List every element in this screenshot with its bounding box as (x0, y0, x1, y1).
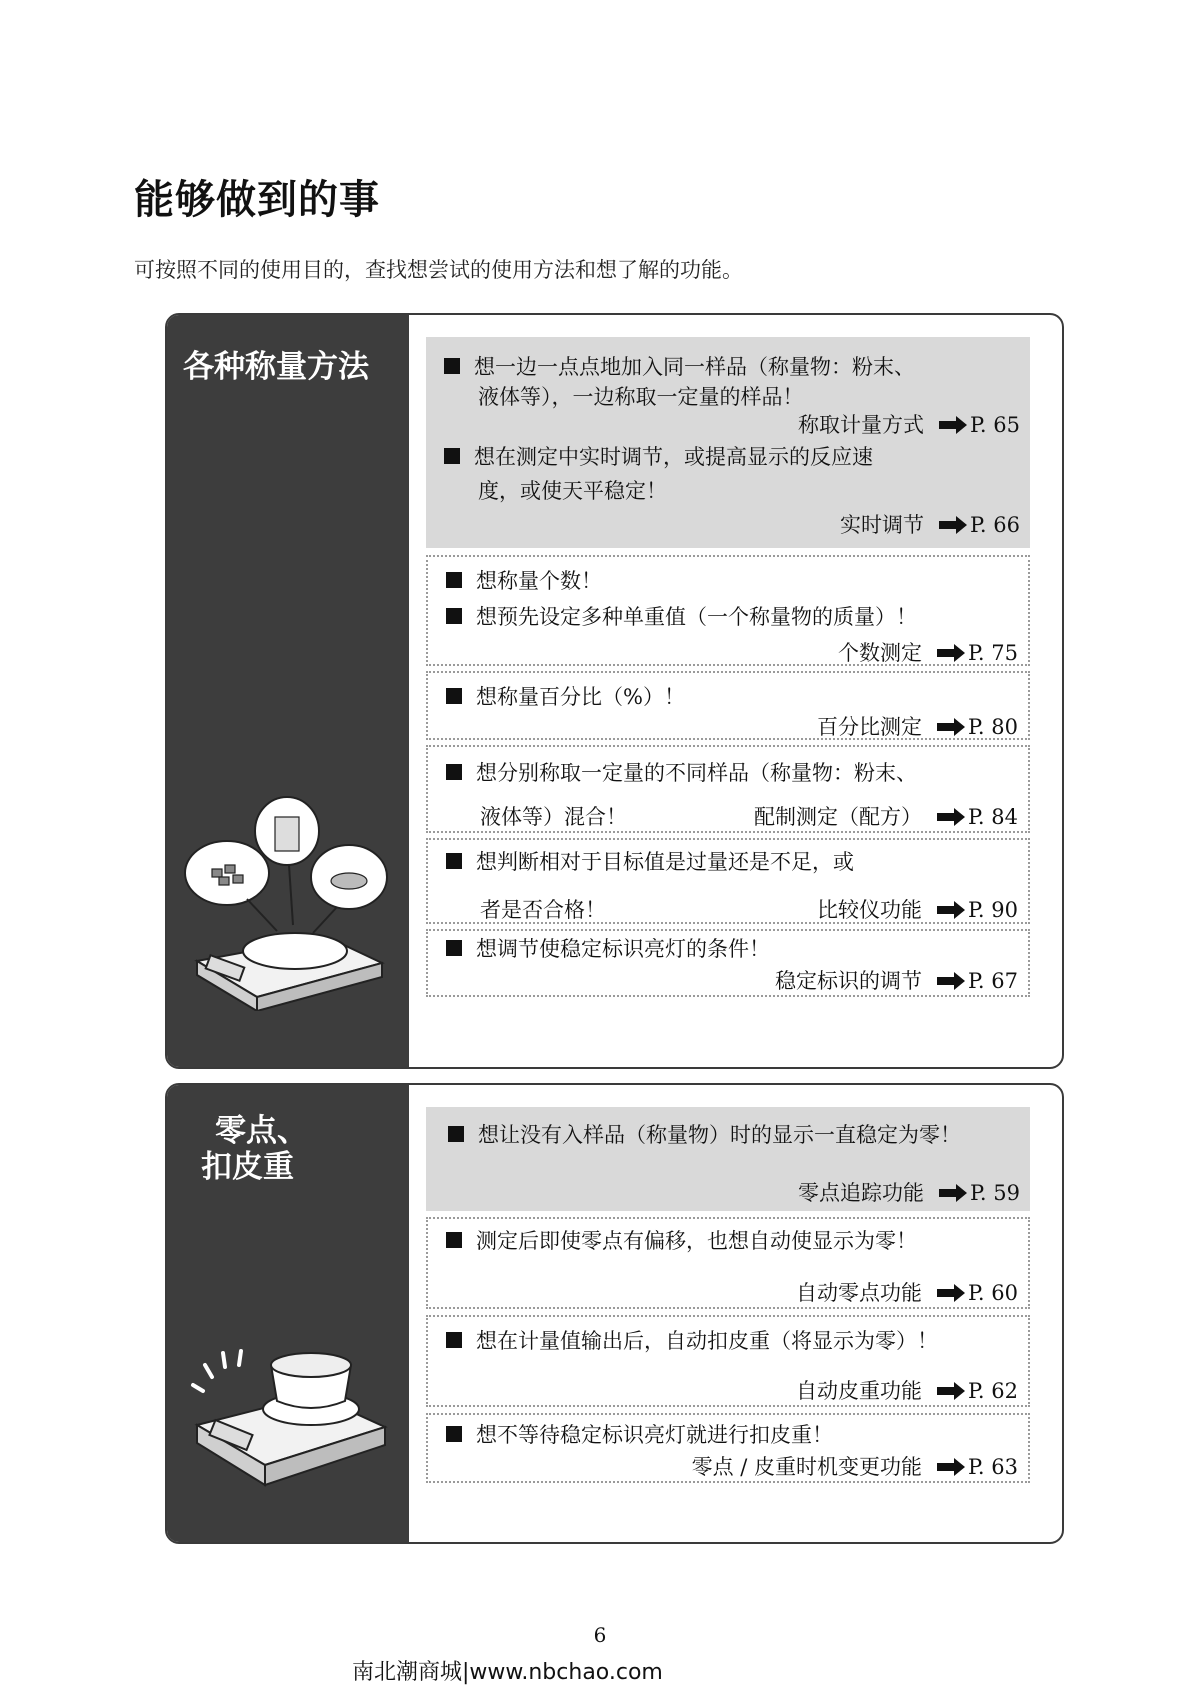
dotted-box (426, 838, 1030, 924)
page-reference-link[interactable]: 零点 / 皮重时机变更功能 P. 63 (691, 1455, 1018, 1479)
footer-watermark: 南北潮商城|www.nbchao.com (352, 1660, 663, 1685)
right-arrow-icon (938, 1184, 968, 1202)
list-item: 想预先设定多种单重值（一个称量物的质量）！ (446, 601, 917, 631)
square-bullet-icon (444, 448, 460, 464)
page-number: 6 (593, 1623, 607, 1647)
list-item: 想判断相对于目标值是过量还是不足，或 (446, 846, 854, 876)
square-bullet-icon (446, 853, 462, 869)
square-bullet-icon (446, 1426, 462, 1442)
page-reference-link[interactable]: 称取计量方式 P. 65 (798, 413, 1020, 437)
highlight-box (426, 337, 1030, 548)
list-item: 想在计量值输出后，自动扣皮重（将显示为零）！ (446, 1325, 938, 1355)
page-reference-link[interactable]: 零点追踪功能 P. 59 (798, 1181, 1020, 1205)
dotted-box (426, 1413, 1030, 1483)
right-arrow-icon (936, 972, 966, 990)
page-reference-link[interactable]: 个数测定 P. 75 (838, 641, 1018, 665)
dotted-box (426, 1217, 1030, 1309)
balance-with-samples-illustration (177, 791, 392, 1011)
right-arrow-icon (938, 516, 968, 534)
list-item: 想分别称取一定量的不同样品（称量物：粉末、 (446, 757, 917, 787)
square-bullet-icon (446, 608, 462, 624)
right-arrow-icon (936, 1284, 966, 1302)
dotted-box (426, 1315, 1030, 1407)
highlight-box (426, 1107, 1030, 1211)
list-item: 想在测定中实时调节，或提高显示的反应速 (444, 441, 873, 471)
square-bullet-icon (446, 688, 462, 704)
page-title: 能够做到的事 (134, 177, 380, 223)
page-reference-link[interactable]: 自动皮重功能 P. 62 (796, 1379, 1018, 1403)
section-title: 各种称量方法 (183, 349, 369, 385)
balance-zero-illustration (185, 1335, 395, 1495)
right-arrow-icon (938, 416, 968, 434)
list-item: 想称量百分比（%）！ (446, 681, 685, 711)
page-reference-link[interactable]: 配制测定（配方） P. 84 (754, 805, 1018, 829)
list-item: 想让没有入样品（称量物）时的显示一直稳定为零！ (448, 1119, 961, 1149)
list-item: 想调节使稳定标识亮灯的条件！ (446, 933, 770, 963)
page-reference-link[interactable]: 稳定标识的调节 P. 67 (775, 969, 1018, 993)
page-reference-link[interactable]: 自动零点功能 P. 60 (796, 1281, 1018, 1305)
list-item: 想一边一点点地加入同一样品（称量物：粉末、 (444, 351, 915, 381)
right-arrow-icon (936, 718, 966, 736)
square-bullet-icon (444, 358, 460, 374)
dotted-box (426, 745, 1030, 833)
section-side-panel (167, 315, 409, 1067)
section-zero-tare (165, 1083, 1064, 1544)
square-bullet-icon (446, 940, 462, 956)
section-side-panel (167, 1085, 409, 1542)
list-item-continuation: 者是否合格！ (480, 898, 606, 922)
right-arrow-icon (936, 644, 966, 662)
square-bullet-icon (446, 1232, 462, 1248)
dotted-box (426, 671, 1030, 740)
page-reference-link[interactable]: 百分比测定 P. 80 (817, 715, 1018, 739)
list-item-continuation: 液体等），一边称取一定量的样品！ (478, 385, 804, 409)
right-arrow-icon (936, 1458, 966, 1476)
square-bullet-icon (446, 764, 462, 780)
page-reference-link[interactable]: 比较仪功能 P. 90 (817, 898, 1018, 922)
list-item: 想称量个数！ (446, 565, 602, 595)
dotted-box (426, 929, 1030, 997)
list-item-continuation: 液体等）混合！ (480, 805, 627, 829)
list-item-continuation: 度，或使天平稳定！ (478, 479, 667, 503)
list-item: 想不等待稳定标识亮灯就进行扣皮重！ (446, 1419, 833, 1449)
list-item: 测定后即使零点有偏移，也想自动使显示为零！ (446, 1225, 917, 1255)
square-bullet-icon (446, 1332, 462, 1348)
square-bullet-icon (448, 1126, 464, 1142)
right-arrow-icon (936, 808, 966, 826)
section-weighing-methods (165, 313, 1064, 1069)
section-title: 零点、 扣皮重 (201, 1113, 308, 1185)
right-arrow-icon (936, 901, 966, 919)
square-bullet-icon (446, 572, 462, 588)
page-reference-link[interactable]: 实时调节 P. 66 (840, 513, 1020, 537)
intro-text: 可按照不同的使用目的，查找想尝试的使用方法和想了解的功能。 (134, 258, 743, 282)
dotted-box (426, 555, 1030, 666)
right-arrow-icon (936, 1382, 966, 1400)
